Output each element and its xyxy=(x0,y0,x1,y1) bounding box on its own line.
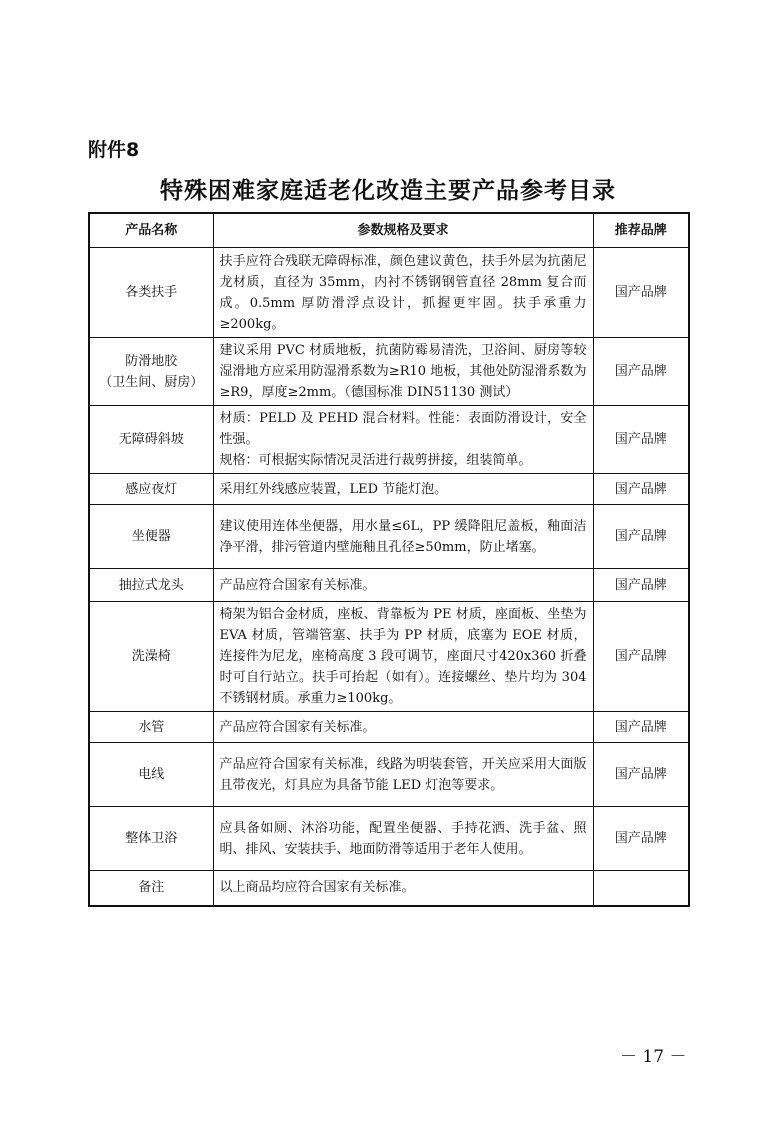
product-name-cell xyxy=(89,602,213,712)
product-name: 无障碍斜坡 xyxy=(118,432,184,447)
spec-cell: 材质：PELD 及 PEHD 混合材料。性能：表面防滑设计，安全性强。 规格：可根据实际情况灵活进行裁剪拼接，组装简单。 xyxy=(213,406,593,474)
product-name: 电线 xyxy=(138,767,165,782)
product-name-cell xyxy=(89,743,213,807)
brand-cell: 国产品牌 xyxy=(593,743,689,807)
brand-cell: 国产品牌 xyxy=(593,474,689,505)
brand-cell: 国产品牌 xyxy=(593,807,689,871)
product-name: 水管 xyxy=(138,719,165,735)
header-product-name: 产品名称 xyxy=(89,213,213,248)
spec-cell: 产品应符合国家有关标准。 xyxy=(213,712,593,743)
table-row xyxy=(89,807,689,871)
product-name: 抽拉式龙头 xyxy=(118,577,184,593)
product-name: 洗澡椅 xyxy=(131,649,171,664)
brand-cell: 国产品牌 xyxy=(593,712,689,743)
product-name-cell xyxy=(89,474,213,505)
product-name-cell xyxy=(89,712,213,743)
spec-cell: 采用红外线感应装置，LED 节能灯泡。 xyxy=(213,474,593,505)
table-row xyxy=(89,338,689,406)
table-row xyxy=(89,602,689,712)
product-name-cell xyxy=(89,505,213,569)
brand-cell: 国产品牌 xyxy=(593,248,689,338)
brand-cell: 国产品牌 xyxy=(593,602,689,712)
product-name-cell xyxy=(89,248,213,338)
spec-cell: 建议使用连体坐便器，用水量≤6L，PP 缓降阻尼盖板，釉面洁净平滑，排污管道内壁施釉且孔径≥50mm，防止堵塞。 xyxy=(213,505,593,569)
product-name: 备注 xyxy=(138,880,165,896)
product-name-cell xyxy=(89,406,213,474)
product-name-cell xyxy=(89,871,213,906)
spec-cell: 椅架为铝合金材质，座板、背靠板为 PE 材质，座面板、坐垫为 EVA 材质，管端管塞、扶手为 PP 材质，底塞为 EOE 材质，连接件为尼龙，座椅高度 3 段可调节，座面尺寸420x360 折叠时可自行站立。扶手可抬起（如有）。连接螺丝、垫片均为 304 不锈钢材质。承重力≥100kg。 xyxy=(213,602,593,712)
table-row xyxy=(89,406,689,474)
product-name: 防滑地胶 xyxy=(125,353,178,369)
spec-cell: 产品应符合国家有关标准。 xyxy=(213,569,593,602)
table-header-row xyxy=(89,213,689,248)
table-row xyxy=(89,505,689,569)
spec-cell: 应具备如厕、沐浴功能，配置坐便器、手持花洒、洗手盆、照明、排风、安装扶手、地面防滑等适用于老年人使用。 xyxy=(213,807,593,871)
table-row xyxy=(89,743,689,807)
product-name: 感应夜灯 xyxy=(125,481,178,497)
table-row xyxy=(89,474,689,505)
brand-cell: 国产品牌 xyxy=(593,338,689,406)
product-name: 坐便器 xyxy=(131,529,171,544)
spec-cell: 建议采用 PVC 材质地板，抗菌防霉易清洗，卫浴间、厨房等较湿滑地方应采用防湿滑系数为≥R10 地板，其他处防湿滑系数为≥R9，厚度≥2mm。（德国标准 DIN51130 测试） xyxy=(213,338,593,406)
product-name-cell xyxy=(89,338,213,406)
spec-cell: 产品应符合国家有关标准，线路为明装套管，开关应采用大面版且带夜光，灯具应为具备节能 LED 灯泡等要求。 xyxy=(213,743,593,807)
product-name-sub: （卫生间、厨房） xyxy=(99,374,204,390)
document-title: 特殊困难家庭适老化改造主要产品参考目录 xyxy=(160,178,616,204)
page-number: － 17 － xyxy=(620,1047,687,1067)
product-table xyxy=(88,212,690,907)
header-spec: 参数规格及要求 xyxy=(213,213,593,248)
product-name-cell xyxy=(89,569,213,602)
table-row xyxy=(89,712,689,743)
brand-cell: 国产品牌 xyxy=(593,569,689,602)
table-row xyxy=(89,248,689,338)
header-brand: 推荐品牌 xyxy=(593,213,689,248)
table-row xyxy=(89,871,689,906)
table-row xyxy=(89,569,689,602)
brand-cell: 国产品牌 xyxy=(593,505,689,569)
product-name: 整体卫浴 xyxy=(125,831,178,846)
product-name: 各类扶手 xyxy=(125,285,178,300)
brand-cell xyxy=(593,871,689,906)
product-name-cell xyxy=(89,807,213,871)
annex-label: 附件8 xyxy=(88,139,140,161)
spec-cell: 以上商品均应符合国家有关标准。 xyxy=(213,871,593,906)
spec-cell: 扶手应符合残联无障碍标准，颜色建议黄色，扶手外层为抗菌尼龙材质，直径为 35mm，内衬不锈钢钢管直径 28mm 复合而成。0.5mm 厚防滑浮点设计，抓握更牢固。扶手承重力≥200kg。 xyxy=(213,248,593,338)
brand-cell: 国产品牌 xyxy=(593,406,689,474)
